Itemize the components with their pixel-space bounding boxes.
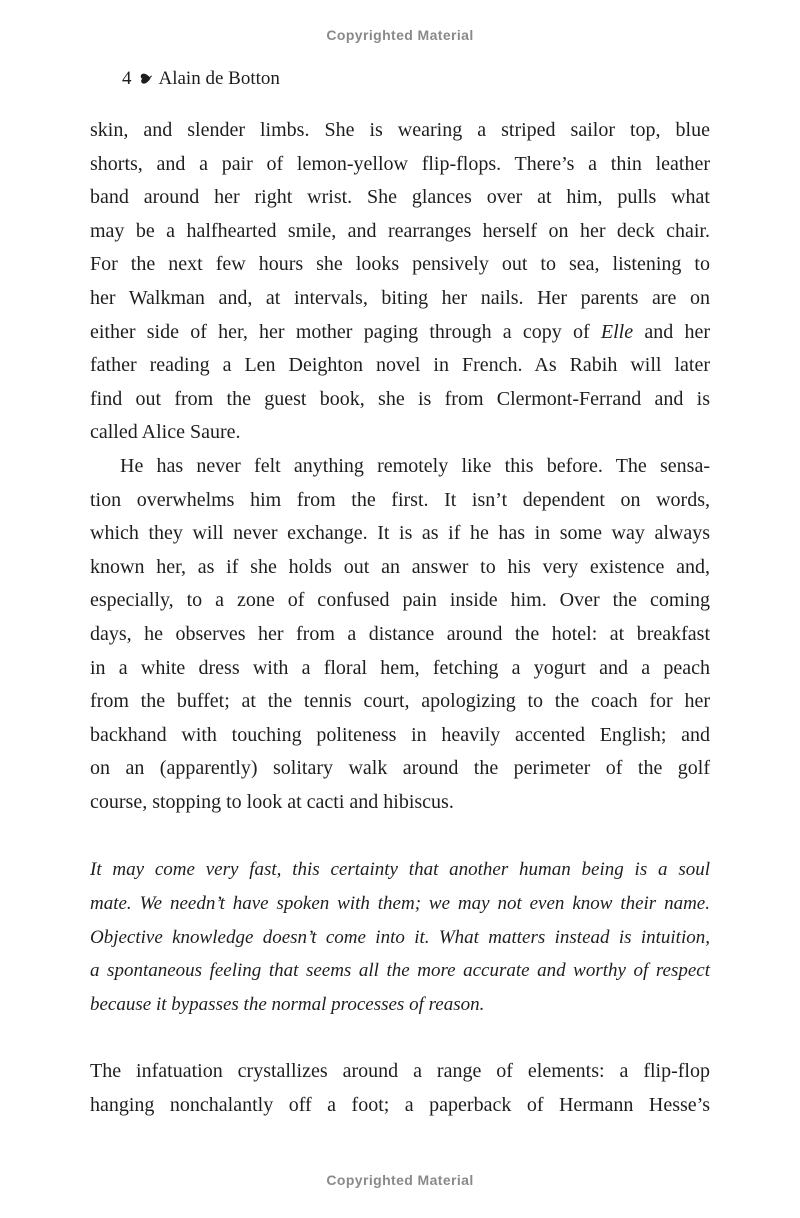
- text-segment: He has never felt anything remotely like this before. The sensa-: [120, 454, 710, 477]
- text-segment: either side of her, her mother paging through a copy of: [90, 320, 601, 343]
- author-name: Alain de Botton: [158, 68, 280, 89]
- text-segment: especially, to a zone of confused pain inside him. Over the coming: [90, 589, 710, 612]
- text-segment: on an (apparently) solitary walk around the perimeter of the golf: [90, 757, 710, 780]
- text-segment: shorts, and a pair of lemon-yellow flip-flops. There’s a thin leather: [90, 152, 710, 175]
- text-line: [90, 114, 710, 148]
- text-line: [90, 349, 710, 383]
- text-segment: a spontaneous feeling that seems all the more accurate and worthy of respect: [90, 960, 710, 982]
- text-segment: known her, as if she holds out an answer to his very existence and,: [90, 555, 710, 578]
- text-line: [90, 148, 710, 182]
- text-line: [90, 752, 710, 786]
- copyright-banner-bottom: Copyrighted Material: [326, 1172, 474, 1188]
- text-segment: her Walkman and, at intervals, biting her nails. Her parents are on: [90, 286, 710, 309]
- text-segment: in a white dress with a floral hem, fetching a yogurt and a peach: [90, 656, 710, 679]
- text-line: [90, 652, 710, 686]
- text-line: [90, 1055, 710, 1089]
- paragraph-2: [90, 450, 710, 820]
- copyright-banner-top: Copyrighted Material: [326, 27, 474, 43]
- paragraph-3-quote: [90, 853, 710, 1021]
- text-line: [90, 1089, 710, 1123]
- text-line: [90, 484, 710, 518]
- text-line: [90, 853, 710, 887]
- text-line: [90, 988, 710, 1022]
- page-number: 4: [122, 68, 132, 89]
- text-line: [90, 416, 710, 450]
- inline-italic-text: Elle: [600, 320, 634, 343]
- text-segment: which they will never exchange. It is as if he has in some way always: [90, 522, 710, 545]
- text-segment: called Alice Saure.: [90, 421, 241, 444]
- text-line: [90, 282, 710, 316]
- text-line: [90, 551, 710, 585]
- text-segment: because it bypasses the normal processes of reason.: [90, 993, 485, 1015]
- text-line: [90, 450, 710, 484]
- text-segment: skin, and slender limbs. She is wearing a striped sailor top, blue: [90, 119, 710, 141]
- text-segment: hanging nonchalantly off a foot; a paperback of Hermann Hesse’s: [90, 1094, 710, 1117]
- text-line: [90, 887, 710, 921]
- text-segment: and her: [633, 320, 710, 343]
- text-line: [90, 954, 710, 988]
- text-line: [90, 517, 710, 551]
- fleuron-icon: [139, 69, 152, 82]
- running-header: [122, 68, 280, 90]
- paragraph-1: [90, 114, 710, 450]
- text-line: [90, 685, 710, 719]
- text-segment: father reading a Len Deighton novel in French. As Rabih will later: [90, 354, 710, 377]
- text-segment: days, he observes her from a distance around the hotel: at breakfast: [90, 622, 710, 645]
- text-line: [90, 584, 710, 618]
- text-segment: tion overwhelms him from the first. It isn’t dependent on words,: [90, 488, 710, 511]
- body-text: [90, 114, 710, 1123]
- text-segment: course, stopping to look at cacti and hibiscus.: [90, 790, 454, 813]
- text-line: [90, 215, 710, 249]
- text-segment: from the buffet; at the tennis court, apologizing to the coach for her: [90, 690, 710, 713]
- text-line: [90, 383, 710, 417]
- text-line: [90, 181, 710, 215]
- text-segment: mate. We needn’t have spoken with them; we may not even know their name.: [90, 893, 710, 915]
- text-segment: It may come very fast, this certainty that another human being is a soul: [90, 859, 710, 881]
- text-segment: find out from the guest book, she is from Clermont-Ferrand and is: [90, 387, 710, 410]
- text-segment: may be a halfhearted smile, and rearranges herself on her deck chair.: [90, 219, 710, 242]
- text-segment: Objective knowledge doesn’t come into it. What matters instead is intuition,: [90, 926, 710, 948]
- text-line: [90, 618, 710, 652]
- text-segment: The infatuation crystallizes around a range of elements: a flip-flop: [90, 1060, 710, 1083]
- text-segment: For the next few hours she looks pensively out to sea, listening to: [90, 253, 710, 276]
- text-line: [90, 921, 710, 955]
- text-line: [90, 316, 710, 350]
- text-segment: band around her right wrist. She glances over at him, pulls what: [90, 186, 710, 209]
- paragraph-4: [90, 1055, 710, 1122]
- text-line: [90, 786, 710, 820]
- text-segment: backhand with touching politeness in heavily accented English; and: [90, 723, 710, 746]
- text-line: [90, 719, 710, 753]
- text-line: [90, 248, 710, 282]
